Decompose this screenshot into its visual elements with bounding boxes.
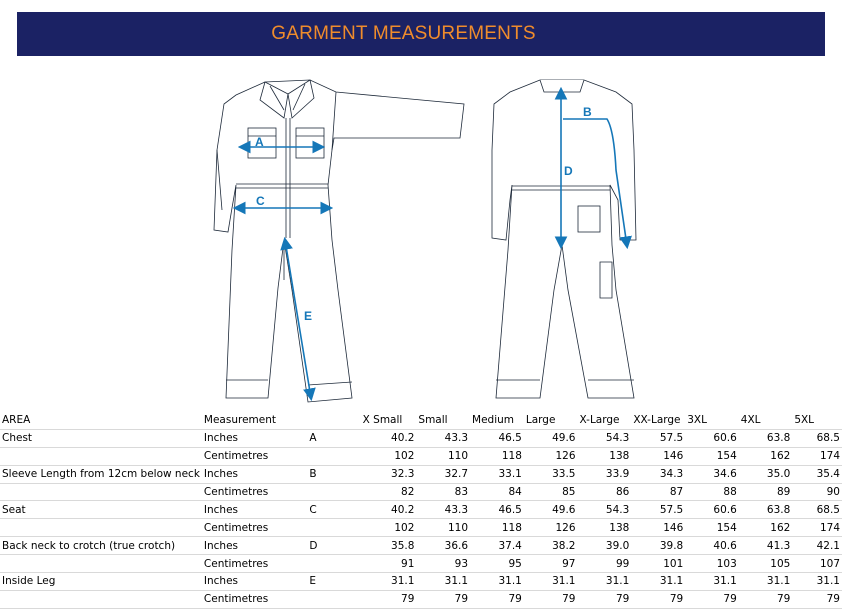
- area-cell: Chest: [0, 429, 202, 447]
- value-cell: 34.3: [631, 465, 685, 483]
- value-cell: 54.3: [578, 501, 632, 519]
- value-cell: 31.1: [792, 573, 842, 591]
- value-cell: 138: [578, 447, 632, 465]
- value-cell: 63.8: [739, 429, 793, 447]
- value-cell: 162: [739, 519, 793, 537]
- value-cell: 102: [361, 447, 417, 465]
- header-cell: 3XL: [685, 412, 739, 429]
- value-cell: 101: [631, 555, 685, 573]
- value-cell: 79: [361, 590, 417, 608]
- value-cell: 82: [361, 483, 417, 501]
- value-cell: 110: [416, 447, 470, 465]
- value-cell: 32.3: [361, 465, 417, 483]
- value-cell: 79: [416, 590, 470, 608]
- value-cell: 46.5: [470, 429, 524, 447]
- area-cell: [0, 555, 202, 573]
- table-row: [0, 537, 842, 555]
- header-cell: X-Large: [578, 412, 632, 429]
- value-cell: 93: [416, 555, 470, 573]
- code-cell: [307, 555, 360, 573]
- header-cell: Small: [416, 412, 470, 429]
- label-e: E: [304, 309, 313, 323]
- unit-cell: Centimetres: [202, 555, 307, 573]
- value-cell: 31.1: [361, 573, 417, 591]
- value-cell: 38.2: [524, 537, 578, 555]
- value-cell: 40.2: [361, 429, 417, 447]
- value-cell: 31.1: [631, 573, 685, 591]
- value-cell: 154: [685, 447, 739, 465]
- value-cell: 118: [470, 447, 524, 465]
- value-cell: 41.3: [739, 537, 793, 555]
- value-cell: 174: [792, 519, 842, 537]
- title-banner: [17, 12, 825, 56]
- table-row: [0, 590, 842, 608]
- header-cell: 4XL: [739, 412, 793, 429]
- page-title: GARMENT MEASUREMENTS: [271, 23, 536, 44]
- value-cell: 31.1: [685, 573, 739, 591]
- value-cell: 60.6: [685, 429, 739, 447]
- area-cell: [0, 483, 202, 501]
- front-coverall-drawing: [214, 80, 464, 402]
- value-cell: 90: [792, 483, 842, 501]
- area-cell: Inside Leg: [0, 573, 202, 591]
- value-cell: 162: [739, 447, 793, 465]
- header-cell: AREA: [0, 412, 202, 429]
- value-cell: 36.6: [416, 537, 470, 555]
- value-cell: 91: [361, 555, 417, 573]
- value-cell: 89: [739, 483, 793, 501]
- value-cell: 31.1: [416, 573, 470, 591]
- value-cell: 107: [792, 555, 842, 573]
- value-cell: 33.1: [470, 465, 524, 483]
- value-cell: 57.5: [631, 501, 685, 519]
- header-cell: Large: [524, 412, 578, 429]
- table-header-row: [0, 412, 842, 429]
- code-cell: C: [307, 501, 360, 519]
- value-cell: 35.8: [361, 537, 417, 555]
- table-row: [0, 465, 842, 483]
- value-cell: 79: [631, 590, 685, 608]
- value-cell: 49.6: [524, 429, 578, 447]
- code-cell: [307, 519, 360, 537]
- area-cell: [0, 519, 202, 537]
- area-cell: Sleeve Length from 12cm below neck: [0, 465, 202, 483]
- unit-cell: Inches: [202, 465, 307, 483]
- value-cell: 105: [739, 555, 793, 573]
- table-row: [0, 555, 842, 573]
- area-cell: Back neck to crotch (true crotch): [0, 537, 202, 555]
- value-cell: 40.2: [361, 501, 417, 519]
- value-cell: 138: [578, 519, 632, 537]
- value-cell: 103: [685, 555, 739, 573]
- header-cell: X Small: [361, 412, 417, 429]
- header-cell: XX-Large: [631, 412, 685, 429]
- unit-cell: Centimetres: [202, 447, 307, 465]
- value-cell: 126: [524, 447, 578, 465]
- value-cell: 32.7: [416, 465, 470, 483]
- value-cell: 118: [470, 519, 524, 537]
- value-cell: 68.5: [792, 501, 842, 519]
- value-cell: 87: [631, 483, 685, 501]
- unit-cell: Inches: [202, 573, 307, 591]
- value-cell: 79: [578, 590, 632, 608]
- value-cell: 126: [524, 519, 578, 537]
- unit-cell: Centimetres: [202, 519, 307, 537]
- value-cell: 174: [792, 447, 842, 465]
- code-cell: [307, 590, 360, 608]
- value-cell: 33.5: [524, 465, 578, 483]
- value-cell: 57.5: [631, 429, 685, 447]
- header-cell: Measurement: [202, 412, 307, 429]
- table-row: [0, 501, 842, 519]
- value-cell: 85: [524, 483, 578, 501]
- value-cell: 79: [685, 590, 739, 608]
- value-cell: 84: [470, 483, 524, 501]
- value-cell: 146: [631, 447, 685, 465]
- table-row: [0, 483, 842, 501]
- value-cell: 31.1: [578, 573, 632, 591]
- value-cell: 146: [631, 519, 685, 537]
- code-cell: D: [307, 537, 360, 555]
- value-cell: 43.3: [416, 501, 470, 519]
- value-cell: 83: [416, 483, 470, 501]
- back-coverall-drawing: [492, 80, 636, 398]
- unit-cell: Inches: [202, 501, 307, 519]
- value-cell: 154: [685, 519, 739, 537]
- value-cell: 79: [470, 590, 524, 608]
- value-cell: 102: [361, 519, 417, 537]
- value-cell: 40.6: [685, 537, 739, 555]
- table-row: [0, 429, 842, 447]
- header-cell: 5XL: [792, 412, 842, 429]
- area-cell: [0, 447, 202, 465]
- area-cell: [0, 590, 202, 608]
- value-cell: 60.6: [685, 501, 739, 519]
- value-cell: 79: [792, 590, 842, 608]
- value-cell: 39.0: [578, 537, 632, 555]
- value-cell: 31.1: [739, 573, 793, 591]
- label-c: C: [256, 194, 265, 208]
- value-cell: 54.3: [578, 429, 632, 447]
- code-cell: B: [307, 465, 360, 483]
- code-cell: E: [307, 573, 360, 591]
- value-cell: 37.4: [470, 537, 524, 555]
- value-cell: 49.6: [524, 501, 578, 519]
- label-b: B: [583, 105, 592, 119]
- table-row: [0, 447, 842, 465]
- value-cell: 34.6: [685, 465, 739, 483]
- unit-cell: Inches: [202, 429, 307, 447]
- value-cell: 88: [685, 483, 739, 501]
- value-cell: 46.5: [470, 501, 524, 519]
- value-cell: 110: [416, 519, 470, 537]
- unit-cell: Inches: [202, 537, 307, 555]
- value-cell: 42.1: [792, 537, 842, 555]
- value-cell: 31.1: [524, 573, 578, 591]
- value-cell: 31.1: [470, 573, 524, 591]
- value-cell: 63.8: [739, 501, 793, 519]
- value-cell: 79: [739, 590, 793, 608]
- value-cell: 35.0: [739, 465, 793, 483]
- code-cell: A: [307, 429, 360, 447]
- table-row: [0, 573, 842, 591]
- table-row: [0, 519, 842, 537]
- value-cell: 86: [578, 483, 632, 501]
- header-cell: Medium: [470, 412, 524, 429]
- value-cell: 33.9: [578, 465, 632, 483]
- header-cell: [307, 412, 360, 429]
- value-cell: 35.4: [792, 465, 842, 483]
- label-d: D: [564, 164, 573, 178]
- value-cell: 99: [578, 555, 632, 573]
- coverall-diagrams: [0, 60, 842, 405]
- value-cell: 39.8: [631, 537, 685, 555]
- value-cell: 97: [524, 555, 578, 573]
- measurements-table: [0, 412, 842, 609]
- area-cell: Seat: [0, 501, 202, 519]
- value-cell: 68.5: [792, 429, 842, 447]
- unit-cell: Centimetres: [202, 590, 307, 608]
- code-cell: [307, 447, 360, 465]
- unit-cell: Centimetres: [202, 483, 307, 501]
- code-cell: [307, 483, 360, 501]
- value-cell: 43.3: [416, 429, 470, 447]
- label-a: A: [255, 135, 264, 149]
- value-cell: 95: [470, 555, 524, 573]
- value-cell: 79: [524, 590, 578, 608]
